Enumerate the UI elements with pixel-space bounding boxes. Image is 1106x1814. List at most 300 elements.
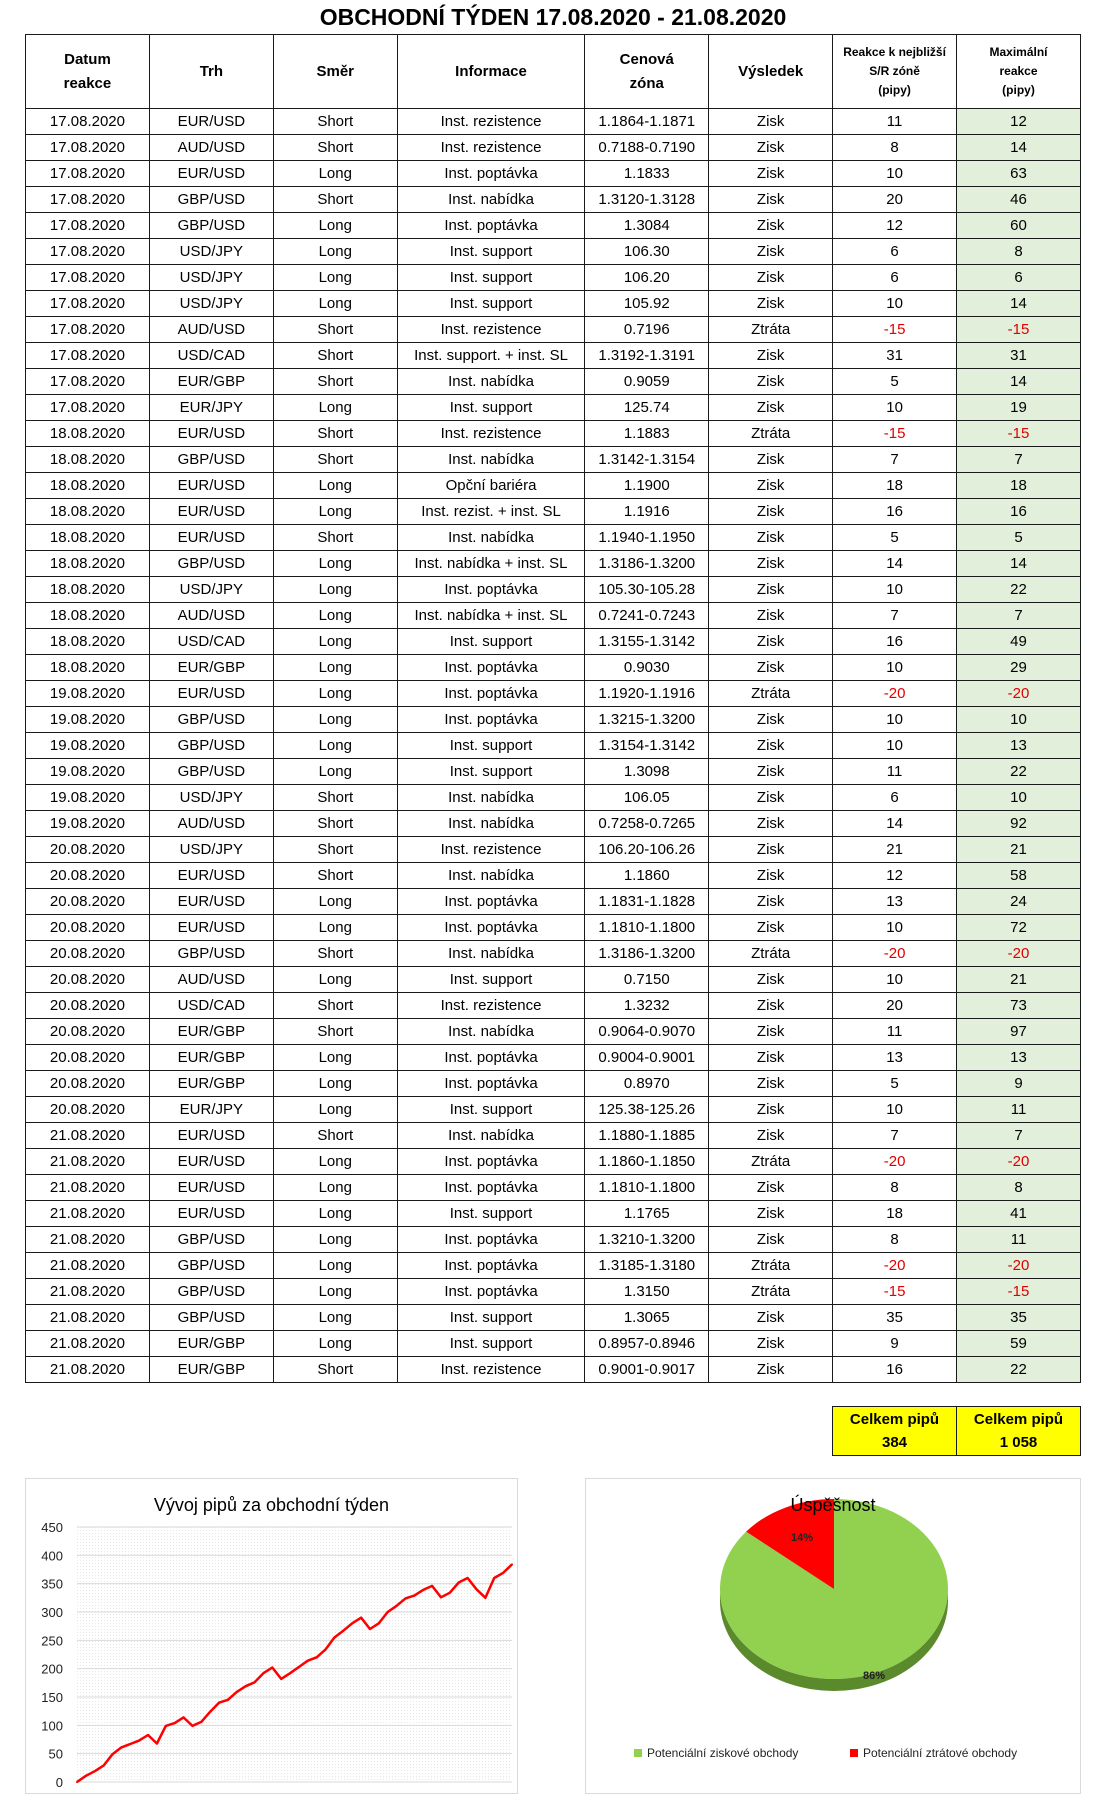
cell-trh: USD/JPY	[149, 577, 273, 603]
cell-datum: 20.08.2020	[26, 1045, 150, 1071]
cell-vysledek: Zisk	[709, 473, 833, 499]
cell-datum: 17.08.2020	[26, 369, 150, 395]
cell-trh: AUD/USD	[149, 135, 273, 161]
pie-chart-panel	[585, 1478, 1081, 1794]
data-point	[103, 1765, 105, 1767]
data-point	[76, 1781, 78, 1783]
cell-cenova-zona: 0.8970	[585, 1071, 709, 1097]
cell-smer: Long	[273, 1149, 397, 1175]
table-header-row	[26, 35, 1081, 109]
table-row	[26, 447, 1081, 473]
cell-max-reakce: 7	[957, 447, 1081, 473]
cell-vysledek: Zisk	[709, 369, 833, 395]
cell-smer: Short	[273, 785, 397, 811]
data-point	[254, 1681, 256, 1683]
cell-informace: Inst. poptávka	[397, 707, 585, 733]
cell-vysledek: Zisk	[709, 1097, 833, 1123]
table-row	[26, 1357, 1081, 1383]
cell-vysledek: Zisk	[709, 811, 833, 837]
cell-smer: Long	[273, 577, 397, 603]
cell-datum: 17.08.2020	[26, 317, 150, 343]
cell-smer: Short	[273, 187, 397, 213]
cell-informace: Inst. poptávka	[397, 681, 585, 707]
cell-cenova-zona: 0.9001-0.9017	[585, 1357, 709, 1383]
table-row	[26, 369, 1081, 395]
cell-vysledek: Zisk	[709, 1305, 833, 1331]
cell-trh: EUR/USD	[149, 499, 273, 525]
cell-trh: GBP/USD	[149, 1227, 273, 1253]
cell-trh: EUR/USD	[149, 525, 273, 551]
cell-smer: Short	[273, 447, 397, 473]
cell-datum: 21.08.2020	[26, 1253, 150, 1279]
cell-informace: Inst. support	[397, 265, 585, 291]
table-row	[26, 1305, 1081, 1331]
cell-vysledek: Ztráta	[709, 681, 833, 707]
table-row	[26, 161, 1081, 187]
cell-datum: 19.08.2020	[26, 681, 150, 707]
totals-reakce-label: Celkem pipů	[849, 1411, 940, 1428]
cell-smer: Long	[273, 1045, 397, 1071]
data-point	[342, 1630, 344, 1632]
data-point	[387, 1611, 389, 1613]
cell-trh: EUR/USD	[149, 109, 273, 135]
cell-reakce: 12	[833, 213, 957, 239]
cell-informace: Inst. nabídka	[397, 1019, 585, 1045]
table-row	[26, 135, 1081, 161]
cell-max-reakce: 31	[957, 343, 1081, 369]
table-row	[26, 1123, 1081, 1149]
cell-reakce: 13	[833, 1045, 957, 1071]
cell-reakce: 10	[833, 1097, 957, 1123]
cell-max-reakce: 29	[957, 655, 1081, 681]
cell-smer: Short	[273, 863, 397, 889]
legend-swatch	[634, 1749, 642, 1757]
table-row	[26, 603, 1081, 629]
cell-smer: Short	[273, 317, 397, 343]
table-row	[26, 811, 1081, 837]
cell-smer: Short	[273, 1357, 397, 1383]
cell-trh: EUR/USD	[149, 1123, 273, 1149]
cell-informace: Inst. rezist. + inst. SL	[397, 499, 585, 525]
cell-smer: Long	[273, 1253, 397, 1279]
cell-max-reakce: 21	[957, 837, 1081, 863]
cell-max-reakce: 46	[957, 187, 1081, 213]
cell-trh: USD/CAD	[149, 629, 273, 655]
line-chart-panel	[25, 1478, 518, 1794]
cell-max-reakce: 8	[957, 1175, 1081, 1201]
cell-cenova-zona: 0.7241-0.7243	[585, 603, 709, 629]
data-point	[431, 1585, 433, 1587]
cell-max-reakce: 14	[957, 135, 1081, 161]
cell-smer: Long	[273, 239, 397, 265]
cell-max-reakce: 41	[957, 1201, 1081, 1227]
cell-vysledek: Zisk	[709, 1201, 833, 1227]
data-point	[422, 1589, 424, 1591]
cell-cenova-zona: 1.3150	[585, 1279, 709, 1305]
cell-datum: 20.08.2020	[26, 1097, 150, 1123]
table-row	[26, 889, 1081, 915]
cell-smer: Short	[273, 993, 397, 1019]
data-point	[262, 1672, 264, 1674]
data-point	[467, 1577, 469, 1579]
cell-datum: 21.08.2020	[26, 1175, 150, 1201]
cell-cenova-zona: 0.7188-0.7190	[585, 135, 709, 161]
cell-smer: Short	[273, 1123, 397, 1149]
cell-informace: Inst. rezistence	[397, 421, 585, 447]
cell-cenova-zona: 1.1860-1.1850	[585, 1149, 709, 1175]
cell-cenova-zona: 1.3192-1.3191	[585, 343, 709, 369]
cell-cenova-zona: 1.3154-1.3142	[585, 733, 709, 759]
table-row	[26, 681, 1081, 707]
cell-smer: Long	[273, 265, 397, 291]
data-point	[94, 1770, 96, 1772]
table-row	[26, 499, 1081, 525]
data-point	[218, 1702, 220, 1704]
cell-max-reakce: 60	[957, 213, 1081, 239]
cell-informace: Inst. nabídka	[397, 941, 585, 967]
cell-trh: GBP/USD	[149, 447, 273, 473]
cell-trh: GBP/USD	[149, 733, 273, 759]
cell-vysledek: Zisk	[709, 863, 833, 889]
cell-datum: 20.08.2020	[26, 837, 150, 863]
cell-smer: Short	[273, 837, 397, 863]
totals-reakce-value: 384	[881, 1434, 908, 1451]
cell-trh: USD/JPY	[149, 291, 273, 317]
data-point	[183, 1716, 185, 1718]
cell-reakce: 6	[833, 265, 957, 291]
cell-datum: 18.08.2020	[26, 499, 150, 525]
data-point	[458, 1582, 460, 1584]
cell-informace: Inst. poptávka	[397, 655, 585, 681]
cell-trh: EUR/GBP	[149, 1045, 273, 1071]
cell-trh: GBP/USD	[149, 759, 273, 785]
cell-informace: Inst. rezistence	[397, 993, 585, 1019]
cell-max-reakce: 11	[957, 1227, 1081, 1253]
table-row	[26, 707, 1081, 733]
cell-informace: Inst. rezistence	[397, 109, 585, 135]
cell-trh: AUD/USD	[149, 317, 273, 343]
cell-informace: Inst. nabídka	[397, 1123, 585, 1149]
cell-informace: Inst. rezistence	[397, 1357, 585, 1383]
data-point	[227, 1699, 229, 1701]
cell-max-reakce: 6	[957, 265, 1081, 291]
pie-data-label: 14%	[790, 1532, 814, 1544]
header-maximalni-reakce: Maximální reakce (pipy)	[957, 35, 1081, 109]
cell-reakce: 10	[833, 291, 957, 317]
cell-informace: Inst. poptávka	[397, 213, 585, 239]
cell-max-reakce: 19	[957, 395, 1081, 421]
cell-smer: Long	[273, 499, 397, 525]
plot-area	[77, 1527, 512, 1782]
cell-max-reakce: 21	[957, 967, 1081, 993]
table-row	[26, 421, 1081, 447]
cell-vysledek: Zisk	[709, 1227, 833, 1253]
cell-reakce: 7	[833, 603, 957, 629]
y-tick-label: 350	[41, 1576, 63, 1592]
header-datum: Datum reakce	[26, 35, 150, 109]
cell-trh: AUD/USD	[149, 811, 273, 837]
cell-max-reakce: 35	[957, 1305, 1081, 1331]
table-row	[26, 785, 1081, 811]
cell-vysledek: Ztráta	[709, 1253, 833, 1279]
cell-smer: Long	[273, 681, 397, 707]
cell-informace: Inst. poptávka	[397, 1253, 585, 1279]
cell-vysledek: Zisk	[709, 577, 833, 603]
cell-datum: 21.08.2020	[26, 1227, 150, 1253]
data-point	[511, 1563, 513, 1565]
data-point	[378, 1622, 380, 1624]
cell-reakce: 10	[833, 161, 957, 187]
cell-max-reakce: -20	[957, 681, 1081, 707]
cell-cenova-zona: 0.9030	[585, 655, 709, 681]
table-row	[26, 993, 1081, 1019]
cell-reakce: 11	[833, 109, 957, 135]
y-tick-label: 400	[41, 1548, 63, 1564]
cell-vysledek: Ztráta	[709, 1279, 833, 1305]
header-reakce: Reakce k nejbližší S/R zóně (pipy)	[833, 35, 957, 109]
cell-reakce: 11	[833, 1019, 957, 1045]
cell-smer: Long	[273, 395, 397, 421]
y-tick-label: 50	[48, 1746, 63, 1762]
cell-reakce: 13	[833, 889, 957, 915]
cell-cenova-zona: 1.1940-1.1950	[585, 525, 709, 551]
data-point	[209, 1711, 211, 1713]
cell-datum: 21.08.2020	[26, 1305, 150, 1331]
cell-cenova-zona: 0.9064-0.9070	[585, 1019, 709, 1045]
cell-smer: Long	[273, 759, 397, 785]
cell-trh: GBP/USD	[149, 1279, 273, 1305]
cell-datum: 20.08.2020	[26, 967, 150, 993]
cell-informace: Inst. support	[397, 967, 585, 993]
cell-max-reakce: 9	[957, 1071, 1081, 1097]
cell-datum: 17.08.2020	[26, 161, 150, 187]
data-point	[484, 1597, 486, 1599]
cell-datum: 21.08.2020	[26, 1149, 150, 1175]
data-point	[360, 1617, 362, 1619]
cell-vysledek: Zisk	[709, 499, 833, 525]
cell-max-reakce: -20	[957, 1253, 1081, 1279]
cell-reakce: -15	[833, 317, 957, 343]
cell-cenova-zona: 1.1810-1.1800	[585, 915, 709, 941]
table-row	[26, 655, 1081, 681]
cell-smer: Long	[273, 1331, 397, 1357]
cell-datum: 20.08.2020	[26, 863, 150, 889]
table-row	[26, 473, 1081, 499]
cell-cenova-zona: 106.20	[585, 265, 709, 291]
cell-reakce: -20	[833, 1253, 957, 1279]
cell-max-reakce: 24	[957, 889, 1081, 915]
cell-cenova-zona: 1.3210-1.3200	[585, 1227, 709, 1253]
table-row	[26, 395, 1081, 421]
data-point	[404, 1597, 406, 1599]
cell-vysledek: Zisk	[709, 187, 833, 213]
cell-trh: EUR/USD	[149, 889, 273, 915]
cell-trh: USD/CAD	[149, 343, 273, 369]
cell-datum: 21.08.2020	[26, 1123, 150, 1149]
cell-trh: EUR/USD	[149, 161, 273, 187]
cell-reakce: 10	[833, 707, 957, 733]
cell-trh: EUR/GBP	[149, 655, 273, 681]
cell-vysledek: Zisk	[709, 551, 833, 577]
cell-smer: Long	[273, 915, 397, 941]
data-point	[245, 1685, 247, 1687]
table-body	[26, 109, 1081, 1383]
table-row	[26, 941, 1081, 967]
cell-vysledek: Zisk	[709, 1357, 833, 1383]
data-point	[307, 1660, 309, 1662]
cell-cenova-zona: 1.1810-1.1800	[585, 1175, 709, 1201]
y-tick-label: 100	[41, 1718, 63, 1734]
cell-informace: Inst. poptávka	[397, 1045, 585, 1071]
cell-vysledek: Zisk	[709, 213, 833, 239]
line-chart	[26, 1479, 517, 1793]
cell-max-reakce: -15	[957, 421, 1081, 447]
cell-informace: Inst. support	[397, 759, 585, 785]
cell-reakce: 8	[833, 135, 957, 161]
cell-smer: Long	[273, 1071, 397, 1097]
cell-vysledek: Zisk	[709, 395, 833, 421]
cell-max-reakce: 11	[957, 1097, 1081, 1123]
cell-smer: Long	[273, 551, 397, 577]
cell-vysledek: Zisk	[709, 447, 833, 473]
table-row	[26, 291, 1081, 317]
data-point	[147, 1734, 149, 1736]
cell-informace: Inst. poptávka	[397, 1149, 585, 1175]
cell-reakce: 7	[833, 447, 957, 473]
data-point	[85, 1775, 87, 1777]
data-point	[280, 1678, 282, 1680]
data-point	[369, 1628, 371, 1630]
totals-max-label: Celkem pipů	[973, 1411, 1064, 1428]
cell-informace: Inst. support. + inst. SL	[397, 343, 585, 369]
header-cenova-zona: Cenová zóna	[585, 35, 709, 109]
cell-datum: 18.08.2020	[26, 577, 150, 603]
cell-reakce: 10	[833, 915, 957, 941]
cell-cenova-zona: 1.3098	[585, 759, 709, 785]
cell-trh: AUD/USD	[149, 603, 273, 629]
pie-data-label: 86%	[862, 1670, 886, 1682]
cell-vysledek: Zisk	[709, 603, 833, 629]
cell-informace: Inst. poptávka	[397, 915, 585, 941]
cell-trh: GBP/USD	[149, 213, 273, 239]
table-row	[26, 733, 1081, 759]
cell-cenova-zona: 1.1880-1.1885	[585, 1123, 709, 1149]
cell-datum: 20.08.2020	[26, 1071, 150, 1097]
cell-vysledek: Ztráta	[709, 317, 833, 343]
cell-reakce: 31	[833, 343, 957, 369]
cell-datum: 19.08.2020	[26, 733, 150, 759]
cell-max-reakce: 73	[957, 993, 1081, 1019]
table-row	[26, 1071, 1081, 1097]
cell-reakce: -15	[833, 1279, 957, 1305]
cell-vysledek: Ztráta	[709, 421, 833, 447]
cell-vysledek: Zisk	[709, 707, 833, 733]
cell-datum: 18.08.2020	[26, 655, 150, 681]
cell-informace: Inst. support	[397, 1097, 585, 1123]
cell-smer: Short	[273, 343, 397, 369]
data-point	[493, 1577, 495, 1579]
table-row	[26, 915, 1081, 941]
table-row	[26, 317, 1081, 343]
header-vysledek: Výsledek	[709, 35, 833, 109]
data-point	[271, 1667, 273, 1669]
table-row	[26, 525, 1081, 551]
cell-datum: 20.08.2020	[26, 915, 150, 941]
cell-cenova-zona: 1.3065	[585, 1305, 709, 1331]
cell-vysledek: Zisk	[709, 915, 833, 941]
cell-informace: Inst. nabídka	[397, 863, 585, 889]
y-tick-label: 300	[41, 1605, 63, 1620]
cell-smer: Short	[273, 369, 397, 395]
cell-cenova-zona: 106.20-106.26	[585, 837, 709, 863]
cell-cenova-zona: 1.1831-1.1828	[585, 889, 709, 915]
y-tick-label: 0	[55, 1775, 63, 1790]
y-tick-label: 200	[41, 1661, 63, 1677]
cell-informace: Opční bariéra	[397, 473, 585, 499]
table-row	[26, 1253, 1081, 1279]
cell-smer: Long	[273, 291, 397, 317]
cell-cenova-zona: 1.3232	[585, 993, 709, 1019]
table-row	[26, 837, 1081, 863]
cell-informace: Inst. support	[397, 291, 585, 317]
cell-max-reakce: 59	[957, 1331, 1081, 1357]
cell-reakce: 10	[833, 577, 957, 603]
cell-vysledek: Zisk	[709, 265, 833, 291]
header-informace: Informace	[397, 35, 585, 109]
cell-cenova-zona: 1.1860	[585, 863, 709, 889]
cell-datum: 20.08.2020	[26, 889, 150, 915]
cell-informace: Inst. nabídka	[397, 447, 585, 473]
cell-cenova-zona: 1.1864-1.1871	[585, 109, 709, 135]
cell-cenova-zona: 106.05	[585, 785, 709, 811]
data-point	[333, 1637, 335, 1639]
cell-smer: Long	[273, 707, 397, 733]
cell-datum: 18.08.2020	[26, 473, 150, 499]
cell-trh: EUR/GBP	[149, 1331, 273, 1357]
cell-trh: GBP/USD	[149, 1253, 273, 1279]
cell-smer: Long	[273, 1201, 397, 1227]
cell-reakce: 8	[833, 1227, 957, 1253]
table-row	[26, 1097, 1081, 1123]
cell-vysledek: Zisk	[709, 837, 833, 863]
table-row	[26, 551, 1081, 577]
cell-vysledek: Zisk	[709, 629, 833, 655]
cell-datum: 17.08.2020	[26, 213, 150, 239]
table-row	[26, 1175, 1081, 1201]
cell-informace: Inst. rezistence	[397, 837, 585, 863]
cell-cenova-zona: 1.3215-1.3200	[585, 707, 709, 733]
cell-smer: Short	[273, 421, 397, 447]
data-point	[440, 1596, 442, 1598]
cell-max-reakce: 97	[957, 1019, 1081, 1045]
cell-vysledek: Zisk	[709, 759, 833, 785]
cell-vysledek: Zisk	[709, 1123, 833, 1149]
cell-reakce: 16	[833, 499, 957, 525]
cell-max-reakce: 72	[957, 915, 1081, 941]
table-row	[26, 265, 1081, 291]
cell-vysledek: Zisk	[709, 1071, 833, 1097]
cell-cenova-zona: 1.1883	[585, 421, 709, 447]
cell-datum: 18.08.2020	[26, 551, 150, 577]
cell-datum: 17.08.2020	[26, 343, 150, 369]
cell-max-reakce: -15	[957, 317, 1081, 343]
cell-datum: 17.08.2020	[26, 109, 150, 135]
cell-reakce: 5	[833, 525, 957, 551]
cell-datum: 17.08.2020	[26, 135, 150, 161]
header-trh: Trh	[149, 35, 273, 109]
cell-datum: 21.08.2020	[26, 1279, 150, 1305]
cell-max-reakce: 22	[957, 1357, 1081, 1383]
